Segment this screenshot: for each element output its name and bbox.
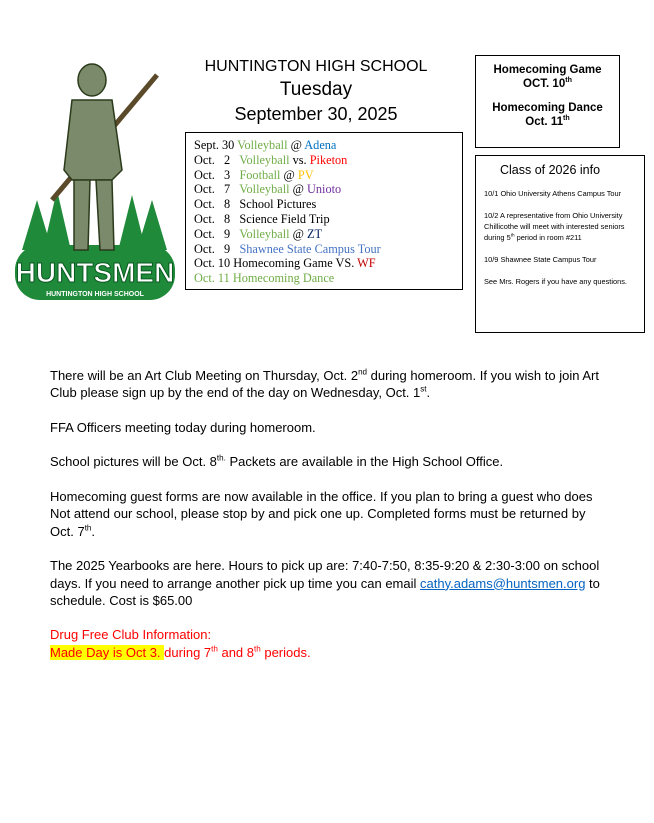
text-segment: 10/2 A representative from Ohio University Chillicothe will meet with interested seniors during 5 [484, 211, 625, 242]
schedule-text: Volleyball [239, 152, 290, 167]
text-segment: st [420, 384, 427, 394]
homecoming-dance-label: Homecoming Dance [492, 102, 603, 114]
schedule-item [194, 182, 454, 197]
text-segment: period in room #211 [514, 233, 582, 242]
schedule-item [194, 212, 454, 227]
schedule-text: Adena [304, 138, 337, 152]
drug-free-announcement [50, 626, 610, 661]
schedule-item [194, 168, 454, 183]
text-segment: and 8 [217, 644, 255, 660]
schedule-text: Volleyball [239, 182, 290, 197]
class-info-item: 10/9 Shawnee State Campus Tour [484, 255, 597, 264]
pictures-announcement [50, 453, 610, 470]
schedule-text: ZT [307, 226, 323, 241]
sup: th [565, 76, 572, 85]
schedule-text: @ [287, 138, 305, 152]
schedule-item [194, 197, 454, 212]
homecoming-game-date: OCT. 10 [523, 78, 566, 90]
class-info-item: See Mrs. Rogers if you have any questions. [484, 277, 627, 286]
homecoming-dance-date: Oct. 11 [525, 116, 563, 128]
class-info-title: Class of 2026 info [499, 163, 601, 177]
text-segment: th [254, 644, 261, 654]
text-segment: School pictures will be Oct. 8 [50, 454, 217, 470]
text-segment: The 2025 Yearbooks are here. Hours to pick up are: 7:40-7:50, 8:35-9:20 & 2:30-3:00 on school days. If you need to arrange another pick up time you can email [50, 558, 600, 591]
class-info-item: 10/1 Ohio University Athens Campus Tour [484, 189, 622, 198]
homecoming-game-label: Homecoming Game [493, 64, 602, 76]
schedule-text: Piketon [309, 152, 348, 167]
text-segment: th [510, 232, 515, 238]
schedule-text: Oct. 10 Homecoming Game VS. [194, 256, 358, 271]
schedule-text: Oct. 7 [194, 182, 240, 197]
text-segment: th [211, 644, 218, 654]
text-segment: periods. [260, 644, 311, 660]
sup: th [562, 114, 570, 123]
text-segment: during homeroom. If you wish to join Art Club please sign up by the end of the day on Wednesday, Oct. 1 [50, 368, 599, 401]
class-info-box [475, 155, 645, 333]
schedule-item [194, 271, 454, 286]
schedule-text: Shawnee State Campus Tour [239, 241, 381, 256]
schedule-text: Unioto [307, 182, 342, 197]
text-segment: Drug Free Club Information: [50, 627, 212, 643]
schedule-text: Volleyball [239, 226, 290, 241]
schedule-text: Football [239, 167, 281, 182]
schedule-text: WF [357, 256, 376, 271]
ffa-announcement: FFA Officers meeting today during homeroom. [50, 419, 316, 435]
schedule-item [194, 227, 454, 242]
schedule-text: Oct. 8 School Pictures [194, 197, 317, 212]
schedule-box [185, 132, 463, 290]
art-club-announcement [50, 367, 610, 402]
school-name: HUNTINGTON HIGH SCHOOL [204, 58, 428, 75]
guest-forms-announcement [50, 488, 610, 540]
schedule-text: Volleyball [237, 138, 288, 152]
text-segment: Packets are available in the High School Office. [225, 454, 504, 470]
schedule-item [194, 242, 454, 257]
text-segment: . [426, 385, 431, 401]
schedule-text: Oct. 9 [194, 241, 240, 256]
schedule-text: Oct. 11 Homecoming Dance [194, 271, 335, 286]
schedule-item [194, 153, 454, 168]
homecoming-box [475, 55, 620, 148]
page-header [190, 56, 442, 126]
text-segment: th [84, 523, 92, 533]
date-label: September 30, 2025 [234, 104, 398, 124]
schedule-text: @ [280, 167, 298, 182]
email-link[interactable]: cathy.adams@huntsmen.org [420, 575, 586, 591]
announcements [50, 367, 610, 678]
yearbook-announcement [50, 557, 610, 609]
text-segment: th. [216, 454, 226, 464]
svg-text:HUNTSMEN: HUNTSMEN [15, 257, 175, 288]
schedule-text: PV [297, 167, 314, 182]
text-segment: during 7 [164, 644, 212, 660]
schedule-text: Oct. 2 [194, 152, 240, 167]
schedule-text: @ [289, 182, 308, 197]
svg-text:HUNTINGTON HIGH SCHOOL: HUNTINGTON HIGH SCHOOL [46, 291, 144, 298]
text-segment: to schedule. Cost is $65.00 [50, 575, 600, 608]
schedule-item [194, 138, 454, 153]
class-info-item [484, 210, 636, 243]
schedule-text: Oct. 3 [194, 167, 240, 182]
schedule-text: Oct. 8 Science Field Trip [194, 211, 330, 226]
highlighted-text: Made Day is Oct 3. [50, 644, 165, 660]
text-segment: Homecoming guest forms are now available in the office. If you plan to bring a guest who does Not attend our school, please stop by and pick one up. Completed forms must be returned by Oct. 7 [50, 489, 593, 539]
schedule-text: Oct. 9 [194, 226, 240, 241]
text-segment: nd [358, 367, 368, 377]
text-segment: . [91, 523, 96, 539]
day-label: Tuesday [279, 79, 353, 100]
huntsmen-logo [12, 50, 177, 305]
schedule-text: @ [289, 226, 308, 241]
text-segment: There will be an Art Club Meeting on Thursday, Oct. 2 [50, 368, 359, 383]
schedule-item [194, 256, 454, 271]
schedule-text: Sept. 30 [194, 138, 238, 152]
schedule-text: vs. [289, 152, 310, 167]
